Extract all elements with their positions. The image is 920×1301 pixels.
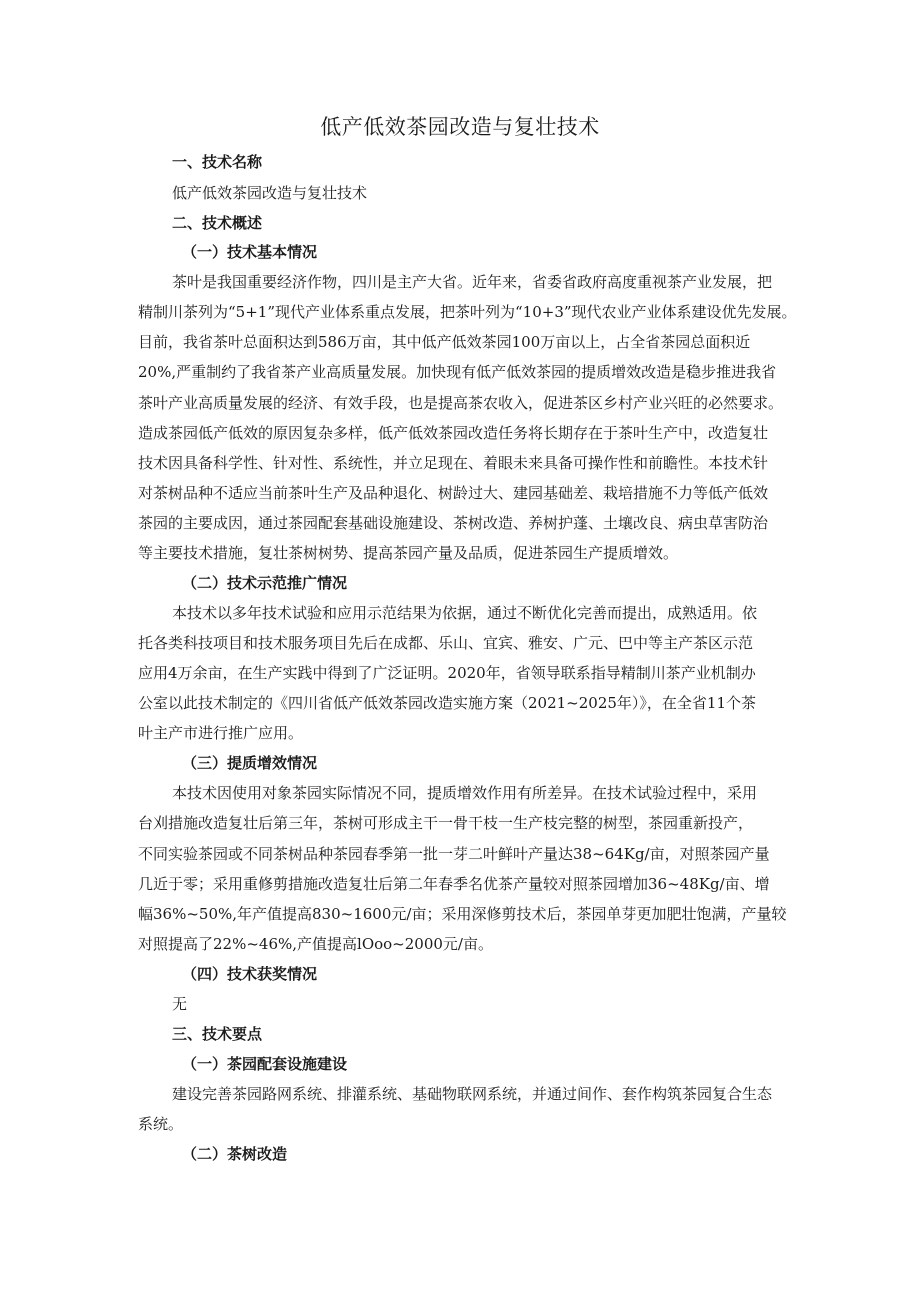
subheading-facilities: （一）茶园配套设施建设: [182, 1055, 348, 1073]
paragraph-line: 应用4万余亩，在生产实践中得到了广泛证明。2020年，省领导联系指导精制川茶产业机制办: [138, 664, 756, 682]
paragraph-line: 建设完善茶园路网系统、排灌系统、基础物联网系统，并通过间作、套作构筑茶园复合生态: [172, 1085, 773, 1103]
paragraph-line: 20%,严重制约了我省茶产业高质量发展。加快现有低产低效茶园的提质增效改造是稳步推进我省: [138, 363, 777, 381]
paragraph-line: 本技术以多年技术试验和应用示范结果为依据，通过不断优化完善而提出，成熟适用。依: [172, 604, 758, 622]
subheading-demo-promotion: （二）技术示范推广情况: [182, 574, 348, 592]
subheading-tree-renovation: （二）茶树改造: [182, 1145, 288, 1163]
awards-text: 无: [172, 995, 188, 1013]
paragraph-line: 对照提高了22%~46%,产值提高lOoo~2000元/亩。: [138, 935, 493, 953]
paragraph-line: 造成茶园低产低效的原因复杂多样，低产低效茶园改造任务将长期存在于茶叶生产中，改造复壮: [138, 424, 769, 442]
paragraph-line: 茶叶产业高质量发展的经济、有效手段，也是提高茶农收入，促进茶区乡村产业兴旺的必然要求。: [138, 394, 784, 412]
tech-name-text: 低产低效茶园改造与复壮技术: [172, 184, 368, 202]
paragraph-line: 幅36%~50%,年产值提高830~1600元/亩；采用深修剪技术后，茶园单芽更加肥壮饱满，产量较: [138, 905, 787, 923]
paragraph-line: 等主要技术措施，复壮茶树树势、提高茶园产量及品质，促进茶园生产提质增效。: [138, 544, 679, 562]
subheading-awards: （四）技术获奖情况: [182, 965, 318, 983]
subheading-quality-efficiency: （三）提质增效情况: [182, 754, 318, 772]
subheading-basic-info: （一）技术基本情况: [182, 243, 318, 261]
paragraph-line: 精制川茶列为“5+1”现代产业体系重点发展，把茶叶列为“10+3”现代农业产业体系建设优先发展。: [138, 303, 797, 321]
paragraph-line: 几近于零；采用重修剪措施改造复壮后第二年春季名优茶产量较对照茶园增加36~48Kg/亩、增: [138, 875, 770, 893]
section-heading-overview: 二、技术概述: [172, 214, 263, 232]
paragraph-line: 叶主产市进行推广应用。: [138, 724, 304, 742]
paragraph-line: 托各类科技项目和技术服务项目先后在成都、乐山、宜宾、雅安、广元、巴中等主产茶区示范: [138, 634, 754, 652]
section-heading-tech-name: 一、技术名称: [172, 153, 263, 171]
paragraph-line: 系统。: [138, 1115, 184, 1133]
paragraph-line: 公室以此技术制定的《四川省低产低效茶园改造实施方案（2021~2025年）》，在全省11个茶: [138, 694, 757, 712]
paragraph-line: 本技术因使用对象茶园实际情况不同，提质增效作用有所差异。在技术试验过程中，采用: [172, 784, 758, 802]
paragraph-line: 台刈措施改造复壮后第三年，茶树可形成主干一骨干枝一生产枝完整的树型，茶园重新投产，: [138, 814, 754, 832]
paragraph-line: 茶园的主要成因，通过茶园配套基础设施建设、茶树改造、养树护蓬、土壤改良、病虫草害防治: [138, 514, 769, 532]
section-heading-key-points: 三、技术要点: [172, 1025, 263, 1043]
paragraph-line: 茶叶是我国重要经济作物，四川是主产大省。近年来，省委省政府高度重视茶产业发展，把: [172, 273, 773, 291]
paragraph-line: 不同实验茶园或不同茶树品种茶园春季第一批一芽二叶鲜叶产量达38~64Kg/亩，对照茶园产量: [138, 845, 770, 863]
document-title: 低产低效茶园改造与复壮技术: [320, 115, 600, 139]
paragraph-line: 对茶树品种不适应当前茶叶生产及品种退化、树龄过大、建园基础差、栽培措施不力等低产低效: [138, 484, 769, 502]
paragraph-line: 目前，我省茶叶总面积达到586万亩，其中低产低效茶园100万亩以上，占全省茶园总面积近: [138, 333, 751, 351]
paragraph-line: 技术因具备科学性、针对性、系统性，并立足现在、着眼未来具备可操作性和前瞻性。本技术针: [138, 454, 769, 472]
